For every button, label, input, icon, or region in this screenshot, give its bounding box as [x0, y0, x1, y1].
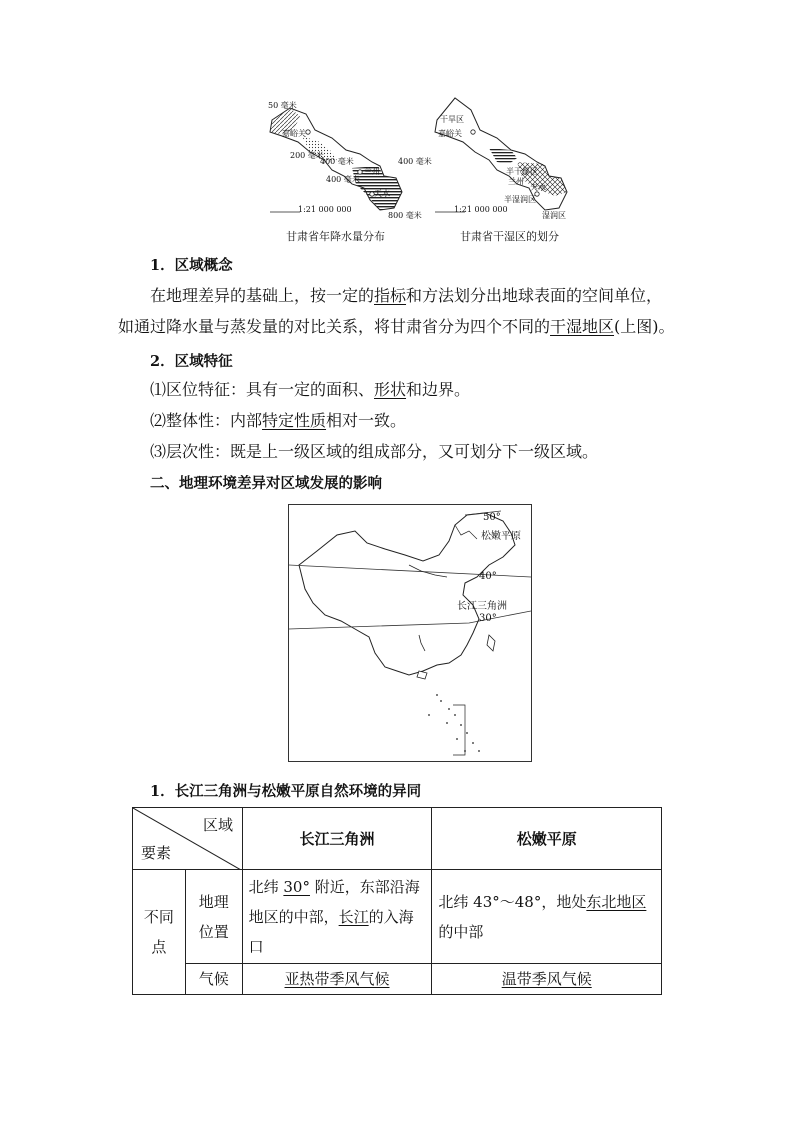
- map-label: 兰州: [364, 167, 380, 176]
- feature-item: [150, 374, 470, 406]
- map-label: 嘉峪关: [438, 129, 462, 138]
- map-label: 湿润区: [542, 211, 566, 220]
- text: 和边界。: [406, 380, 471, 399]
- text: ⑴区位特征：具有一定的面积、: [150, 380, 375, 399]
- underlined-term: 形状: [374, 380, 407, 399]
- text: 和方法划分出地球表面的空间单位，: [406, 286, 663, 305]
- map-scale: 1:21 000 000: [454, 205, 508, 214]
- table-cell: [432, 964, 662, 995]
- column-header: 长江三角洲: [242, 808, 432, 870]
- feature-item: [150, 405, 406, 437]
- map-label: 半干旱区: [506, 167, 538, 176]
- underlined-term: 长江: [338, 907, 369, 926]
- gansu-maps-figure: [260, 92, 590, 247]
- text: ⑵整体性：内部: [150, 411, 263, 430]
- latitude-label-30: 30°: [479, 613, 497, 624]
- figure-caption-right: 甘肃省干湿区的划分: [460, 230, 559, 243]
- paragraph-line: [150, 280, 662, 312]
- section-heading-comparison: 1．长江三角洲与松嫩平原自然环境的异同: [150, 783, 422, 800]
- section-heading-region-concept: 1．区域概念: [150, 257, 233, 274]
- map-label: 200 毫米: [290, 151, 324, 160]
- table-cell: [242, 964, 432, 995]
- feature-item: ⑶层次性：既是上一级区域的组成部分，又可划分下一级区域。: [150, 442, 599, 461]
- underlined-term: 指标: [374, 286, 407, 305]
- row-label-cell: 气候: [185, 964, 242, 995]
- map-label: 50 毫米: [268, 101, 297, 110]
- map-label: 干旱区: [440, 115, 464, 124]
- map-label: 天水: [374, 189, 390, 198]
- map-label: 400 毫米: [320, 157, 354, 166]
- figure-caption-left: 甘肃省年降水量分布: [286, 230, 385, 243]
- underlined-term: 亚热带季风气候: [284, 970, 390, 988]
- group-label: 不同点: [143, 908, 174, 956]
- text: 如通过降水量与蒸发量的对比关系，将甘肃省分为四个不同的: [118, 317, 551, 336]
- section-heading-region-features: 2．区域特征: [150, 353, 233, 370]
- column-header: 松嫩平原: [432, 808, 662, 870]
- songnen-plain-label: 松嫩平原: [481, 531, 521, 542]
- text: 北纬: [248, 877, 284, 896]
- yangtze-delta-label: 长江三角洲: [457, 601, 507, 612]
- group-label-cell: [133, 870, 186, 995]
- map-label: 400 毫米: [398, 157, 432, 166]
- diagonal-header-cell: [133, 808, 243, 870]
- map-label: 兰州: [508, 177, 524, 186]
- text: 北纬 43°～48°，地处: [438, 892, 587, 911]
- text: 附近，东部沿海地区的中部，: [248, 877, 420, 926]
- table-row: [133, 870, 662, 964]
- table-header-row: [133, 808, 662, 870]
- part-heading: 二、地理环境差异对区域发展的影响: [150, 475, 382, 492]
- row-label: 地理位置: [198, 892, 229, 941]
- text: 相对一致。: [326, 411, 407, 430]
- corner-label-element: 要素: [141, 844, 172, 862]
- map-label: 嘉峪关: [282, 129, 306, 138]
- latitude-label-50: 50°: [483, 512, 501, 523]
- underlined-term: 干湿地区: [550, 317, 615, 336]
- row-label-cell: [185, 870, 242, 964]
- table-row: [133, 964, 662, 995]
- text: 的入海口: [248, 907, 414, 956]
- text: (上图)。: [614, 317, 675, 336]
- underlined-term: 温带季风气候: [501, 970, 592, 988]
- map-label: 800 毫米: [388, 211, 422, 220]
- paragraph-line: [118, 311, 675, 343]
- text: 在地理差异的基础上，按一定的: [150, 286, 375, 305]
- underlined-term: 东北地区: [586, 892, 647, 911]
- china-map-figure: [288, 504, 532, 762]
- map-label: 半湿润区: [504, 195, 536, 204]
- comparison-table: [132, 807, 662, 995]
- underlined-term: 特定性质: [262, 411, 327, 430]
- latitude-label-40: 40°: [479, 571, 497, 582]
- china-outline-map: [289, 505, 531, 761]
- map-label: 天水: [530, 183, 546, 192]
- corner-label-region: 区域: [203, 816, 234, 834]
- table-cell: [242, 870, 432, 964]
- text: 的中部: [438, 922, 484, 941]
- underlined-term: 30°: [283, 877, 310, 896]
- map-label: 400 毫米: [326, 175, 360, 184]
- map-scale: 1:21 000 000: [298, 205, 352, 214]
- table-cell: [432, 870, 662, 964]
